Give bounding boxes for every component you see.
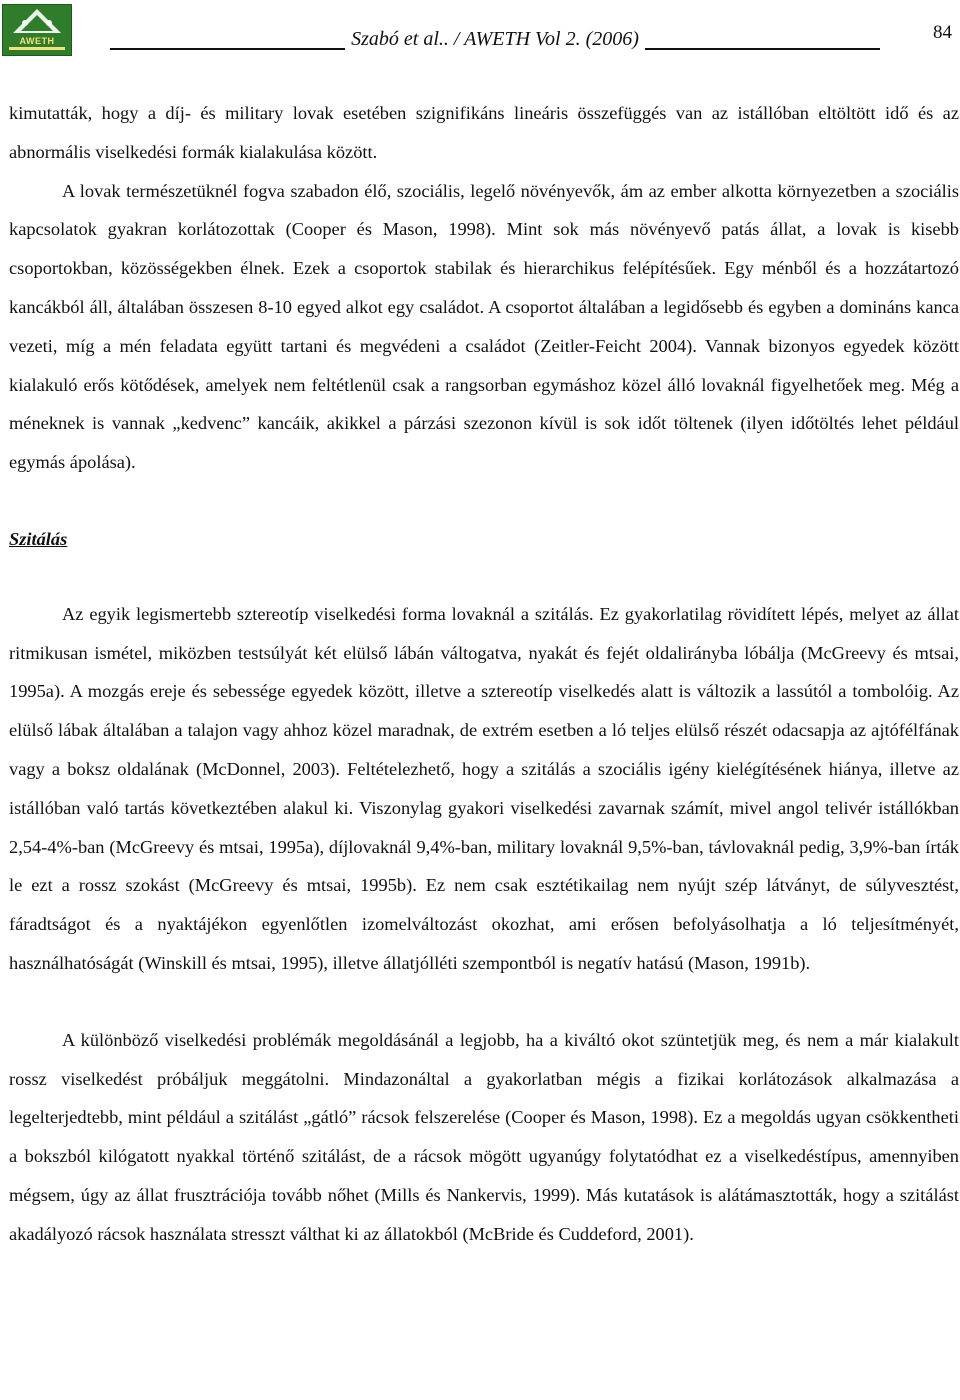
page-header: [0, 0, 960, 62]
paragraph-weaving-solutions: A különböző viselkedési problémák megoldásánál a legjobb, ha a kiváltó okot szüntetjük meg, és nem a már kialakult rossz viselkedést próbáljuk meggátolni. Mindazonáltal a gyakorlatban mégis a fizikai korlátozások alkalmazása a legelterjedtebb, mint például a szitálást „gátló” rácsok felszerelése (Cooper és Mason, 1998). Ez a megoldás ugyan csökkentheti a bokszból kilógatott nyakkal történő szitálást, de a rácsok mögött ugyanúgy folytatódhat ez a viselkedéstípus, amennyiben mégsem, úgy az állat frusztrációja tovább nőhet (Mills és Nankervis, 1999). Más kutatások is alátámasztották, hogy a szitálást akadályozó rácsok használata stresszt válthat ki az állatokból (McBride és Cuddeford, 2001).: [9, 1029, 959, 1244]
paragraph-continued: kimutatták, hogy a díj- és military lovak esetében szignifikáns lineáris összefüggés van az istállóban eltöltött idő és az abnormális viselkedési formák kialakulása között.: [9, 103, 959, 162]
page-body: [9, 94, 959, 1254]
paragraph-gap: [9, 983, 959, 1021]
logo-emblem-icon: [3, 5, 71, 55]
running-title: Szabó et al.. / AWETH Vol 2. (2006): [351, 28, 639, 50]
page-number: 84: [933, 22, 952, 43]
section-heading: Szitálás: [9, 528, 68, 549]
paragraph-social-behaviour: A lovak természetüknél fogva szabadon élő, szociális, legelő növényevők, ám az ember alkotta környezetben a szociális kapcsolatok gyakran korlátozottak (Cooper és Mason, 1998). Mint sok más növényevő patás állat, a lovak is kisebb csoportokban, közösségekben élnek. Ezek a csoportok stabilak és hierarchikus felépítésűek. Egy ménből és a hozzátartozó kancákból áll, általában összesen 8-10 egyed alkot egy családot. A csoportot általában a legidősebb és egyben a domináns kanca vezeti, míg a mén feladata együtt tartani és megvédeni a családot (Zeitler-Feicht 2004). Vannak bizonyos egyedek között kialakuló erős kötődések, amelyek nem feltétlenül csak a rangsorban egymáshoz közel álló lovaknál figyelhetőek meg. Még a méneknek is vannak „kedvenc” kancáik, akikkel a párzási szezonon kívül is sok időt töltenek (ilyen időtöltés lehet például egymás ápolása).: [9, 180, 959, 473]
header-rule-left: [110, 30, 345, 50]
journal-logo: [2, 4, 72, 56]
header-rule-right: [645, 30, 880, 50]
running-head: [110, 28, 880, 50]
logo-text: AWETH: [19, 36, 55, 46]
paragraph-weaving-description: Az egyik legismertebb sztereotíp viselkedési forma lovaknál a szitálás. Ez gyakorlatilag rövidített lépés, melyet az állat ritmikusan ismétel, miközben testsúlyát két elülső lábán váltogatva, nyakát és fejét oldalirányba lóbálja (McGreevy és mtsai, 1995a). A mozgás ereje és sebessége egyedek között, illetve a sztereotíp viselkedés alatt is változik a lassútól a tombolóig. Az elülső lábak általában a talajon vagy ahhoz közel maradnak, de extrém esetben a ló teljes elülső részét odacsapja az ajtófélfának vagy a boksz oldalának (McDonnel, 2003). Feltételezhető, hogy a szitálás a szociális igény kielégítésének hiánya, illetve az istállóban való tartás következtében alakul ki. Viszonylag gyakori viselkedési zavarnak számít, mivel angol telivér istállókban 2,54-4%-ban (McGreevy és mtsai, 1995a), díjlovaknál 9,4%-ban, military lovaknál 9,5%-ban, távlovaknál pedig, 3,9%-ban írták le ezt a rossz szokást (McGreevy és mtsai, 1995b). Ez nem csak esztétikailag nem nyújt szép látványt, de súlyvesztést, fáradtságot és a nyaktájékon egyenlőtlen izomelváltozást okozhat, ami erősen befolyásolhatja a ló teljesítményét, használhatóságát (Winskill és mtsai, 1995), illetve állatjólléti szempontból is negatív hatású (Mason, 1991b).: [9, 603, 959, 973]
